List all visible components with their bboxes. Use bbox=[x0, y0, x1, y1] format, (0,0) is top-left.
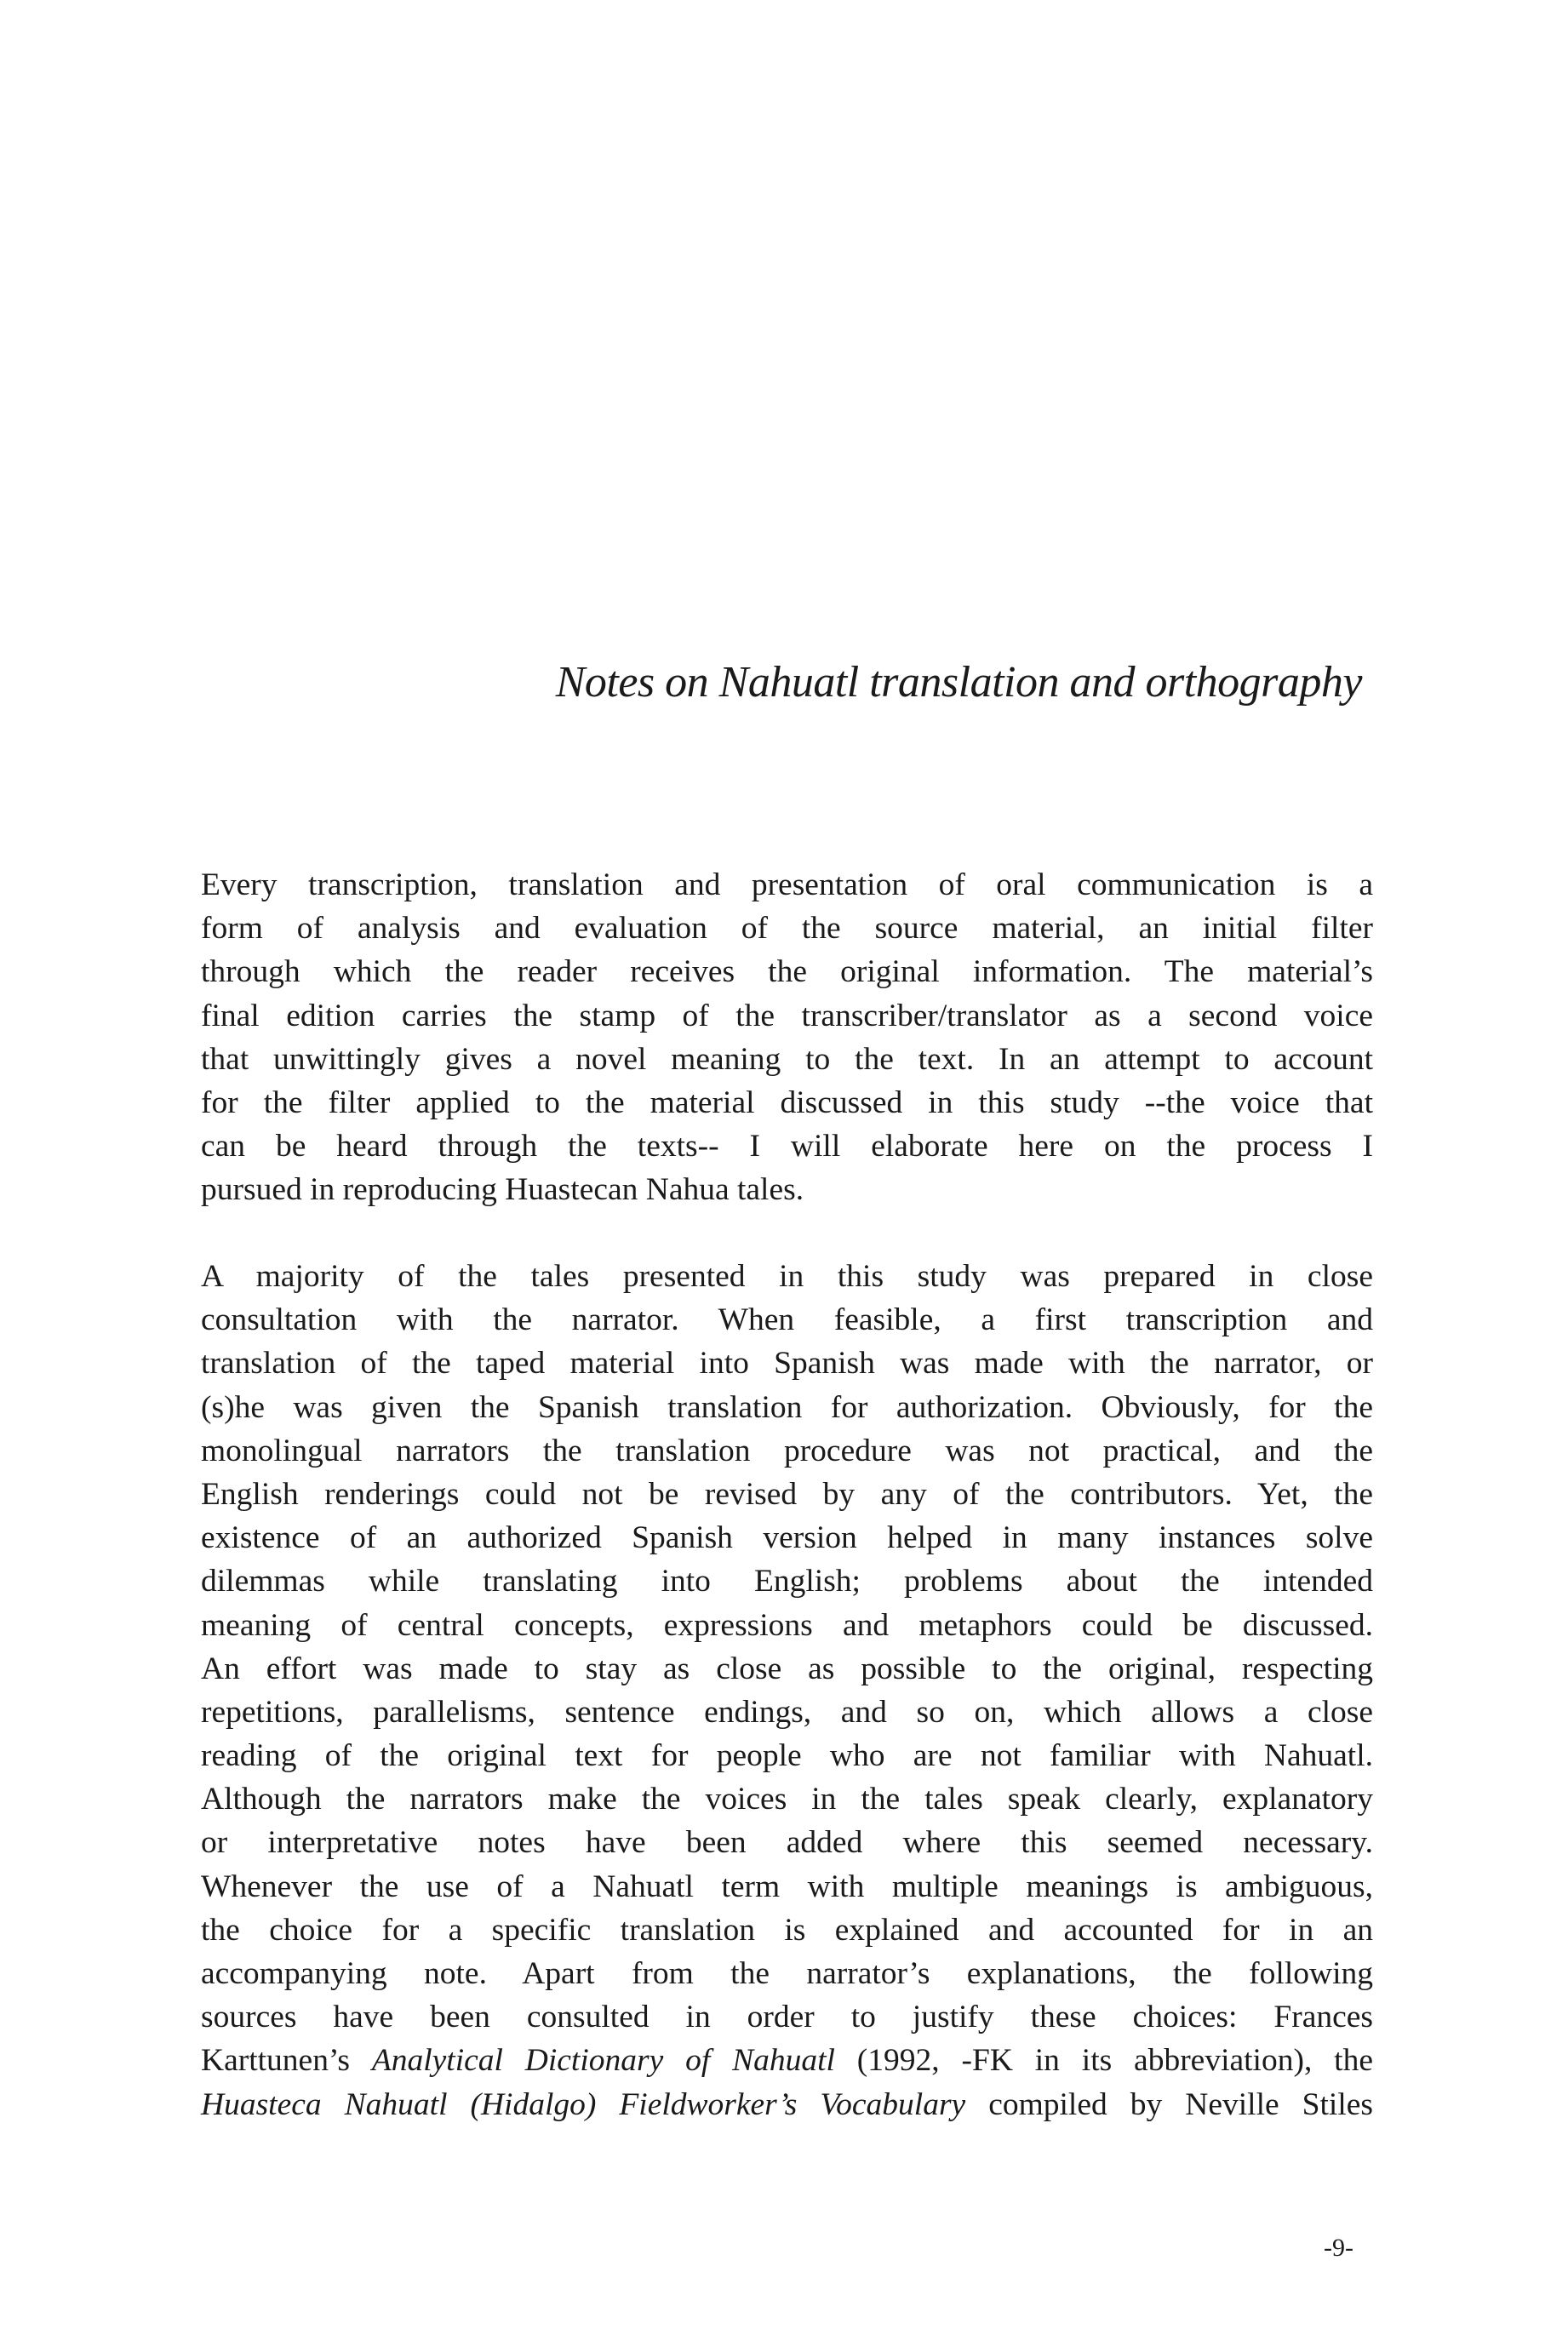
text-segment: English renderings could not be revised by any of the contributors. Yet, the bbox=[201, 1476, 1373, 1512]
text-line bbox=[201, 1604, 1373, 1647]
text-segment: Whenever the use of a Nahuatl term with multiple meanings is ambiguous, bbox=[201, 1868, 1373, 1904]
text-segment: for the filter applied to the material discussed in this study --the voice that bbox=[201, 1084, 1373, 1120]
text-line bbox=[201, 1691, 1373, 1734]
text-line bbox=[201, 1647, 1373, 1691]
text-segment: sources have been consulted in order to justify these choices: Frances bbox=[201, 2000, 1373, 2035]
text-segment: monolingual narrators the translation procedure was not practical, and the bbox=[201, 1433, 1373, 1468]
text-line bbox=[201, 1777, 1373, 1821]
text-segment: Karttunen’s bbox=[201, 2043, 372, 2079]
text-line bbox=[201, 1386, 1373, 1429]
text-line bbox=[201, 1038, 1373, 1081]
text-line bbox=[201, 863, 1373, 907]
text-segment: meaning of central concepts, expressions and metaphors could be discussed. bbox=[201, 1607, 1373, 1643]
text-segment: (1992, -FK in its abbreviation), the bbox=[834, 2043, 1373, 2079]
text-line bbox=[201, 1995, 1373, 2039]
text-segment: consultation with the narrator. When feasible, a first transcription and bbox=[201, 1302, 1373, 1338]
text-segment: repetitions, parallelisms, sentence endings, and so on, which allows a close bbox=[201, 1694, 1373, 1730]
text-line bbox=[201, 950, 1373, 993]
text-line bbox=[201, 1342, 1373, 1385]
text-segment: translation of the taped material into Spanish was made with the narrator, or bbox=[201, 1346, 1373, 1382]
text-segment: final edition carries the stamp of the transcriber/translator as a second voice bbox=[201, 998, 1373, 1033]
paragraph-1 bbox=[201, 863, 1373, 1212]
text-segment: can be heard through the texts-- I will elaborate here on the process I bbox=[201, 1129, 1373, 1165]
text-line bbox=[201, 1559, 1373, 1603]
text-line bbox=[201, 1865, 1373, 1908]
text-line bbox=[201, 1168, 1373, 1211]
text-segment: dilemmas while translating into English; problems about the intended bbox=[201, 1564, 1373, 1599]
text-line bbox=[201, 2083, 1373, 2126]
text-segment: through which the reader receives the original information. The material’s bbox=[201, 954, 1373, 990]
text-line bbox=[201, 1952, 1373, 1995]
text-segment: reading of the original text for people who are not familiar with Nahuatl. bbox=[201, 1738, 1373, 1774]
text-line bbox=[201, 1255, 1373, 1298]
text-segment: existence of an authorized Spanish version helped in many instances solve bbox=[201, 1520, 1373, 1556]
text-line bbox=[201, 1821, 1373, 1864]
text-line bbox=[201, 1908, 1373, 1952]
text-line bbox=[201, 994, 1373, 1038]
text-line bbox=[201, 907, 1373, 950]
text-line bbox=[201, 1429, 1373, 1473]
text-segment: Although the narrators make the voices in the tales speak clearly, explanatory bbox=[201, 1782, 1373, 1817]
text-segment: accompanying note. Apart from the narrator’s explanations, the following bbox=[201, 1956, 1373, 1991]
text-line bbox=[201, 1516, 1373, 1559]
italic-title-text: Huasteca Nahuatl (Hidalgo) Fieldworker’s Vocabulary bbox=[201, 2086, 966, 2122]
page-number: -9- bbox=[1324, 2234, 1353, 2262]
text-line bbox=[201, 1734, 1373, 1777]
text-line bbox=[201, 1473, 1373, 1516]
text-segment: form of analysis and evaluation of the source material, an initial filter bbox=[201, 911, 1373, 947]
text-segment: the choice for a specific translation is explained and accounted for in an bbox=[201, 1912, 1373, 1948]
chapter-title: Notes on Nahuatl translation and orthography bbox=[555, 658, 1362, 707]
text-line bbox=[201, 1124, 1373, 1168]
text-segment: pursued in reproducing Huastecan Nahua tales. bbox=[201, 1172, 804, 1208]
text-segment: or interpretative notes have been added where this seemed necessary. bbox=[201, 1825, 1373, 1861]
text-segment: An effort was made to stay as close as possible to the original, respecting bbox=[201, 1651, 1373, 1686]
text-line bbox=[201, 1081, 1373, 1124]
text-segment: A majority of the tales presented in this study was prepared in close bbox=[201, 1259, 1373, 1294]
text-line bbox=[201, 1298, 1373, 1342]
italic-title-text: Analytical Dictionary of Nahuatl bbox=[371, 2043, 835, 2079]
text-segment: (s)he was given the Spanish translation for authorization. Obviously, for the bbox=[201, 1389, 1373, 1425]
text-segment: that unwittingly gives a novel meaning to the text. In an attempt to account bbox=[201, 1041, 1373, 1077]
text-segment: compiled by Neville Stiles bbox=[965, 2086, 1373, 2122]
paragraph-2 bbox=[201, 1255, 1373, 2126]
text-line bbox=[201, 2039, 1373, 2082]
text-segment: Every transcription, translation and presentation of oral communication is a bbox=[201, 867, 1373, 902]
